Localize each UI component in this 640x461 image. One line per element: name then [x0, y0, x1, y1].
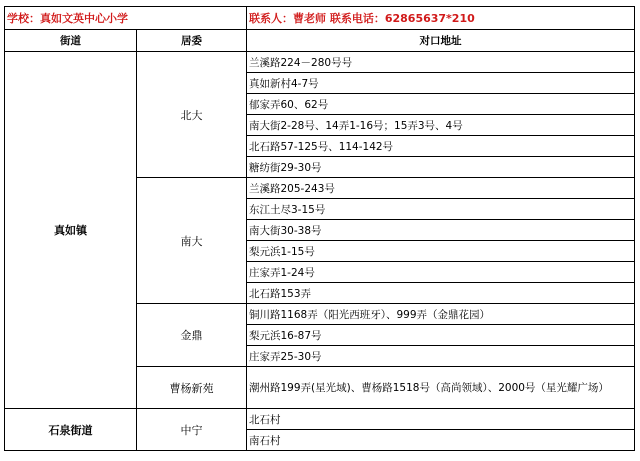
column-header-row	[5, 30, 635, 52]
address-cell: 梨元浜16-87号	[247, 325, 635, 346]
address-cell: 铜川路1168弄（阳光西班牙）、999弄（金鼎花园）	[247, 304, 635, 325]
address-cell: 北石路153弄	[247, 283, 635, 304]
column-header-street: 街道	[5, 30, 137, 52]
address-cell: 糖纺街29-30号	[247, 157, 635, 178]
address-cell: 兰溪路205-243号	[247, 178, 635, 199]
address-cell: 南大街30-38号	[247, 220, 635, 241]
address-cell: 兰溪路224－280号号	[247, 52, 635, 73]
table-row	[5, 409, 635, 430]
address-cell: 南石村	[247, 430, 635, 451]
street-name: 石泉街道	[5, 409, 137, 451]
address-cell: 庄家弄25-30号	[247, 346, 635, 367]
address-cell: 郁家弄60、62号	[247, 94, 635, 115]
school-name: 学校：真如文英中心小学	[5, 7, 247, 30]
column-header-committee: 居委	[137, 30, 247, 52]
address-cell: 北石村	[247, 409, 635, 430]
committee-name: 曹杨新苑	[137, 367, 247, 409]
address-cell: 东江土尽3-15号	[247, 199, 635, 220]
address-cell: 庄家弄1-24号	[247, 262, 635, 283]
address-table	[4, 6, 635, 451]
column-header-address: 对口地址	[247, 30, 635, 52]
committee-name: 金鼎	[137, 304, 247, 367]
table-row	[5, 52, 635, 73]
address-cell: 梨元浜1-15号	[247, 241, 635, 262]
committee-name: 中宁	[137, 409, 247, 451]
committee-name: 北大	[137, 52, 247, 178]
committee-name: 南大	[137, 178, 247, 304]
address-cell: 北石路57-125号、114-142号	[247, 136, 635, 157]
address-cell: 南大街2-28号、14弄1-16号；15弄3号、4号	[247, 115, 635, 136]
contact-info: 联系人：曹老师 联系电话：62865637*210	[247, 7, 635, 30]
street-name: 真如镇	[5, 52, 137, 409]
address-cell: 真如新村4-7号	[247, 73, 635, 94]
address-cell: 潮州路199弄(星光域)、曹杨路1518号（高尚领域）、2000号（星光耀广场）	[247, 367, 635, 409]
title-row	[5, 7, 635, 30]
